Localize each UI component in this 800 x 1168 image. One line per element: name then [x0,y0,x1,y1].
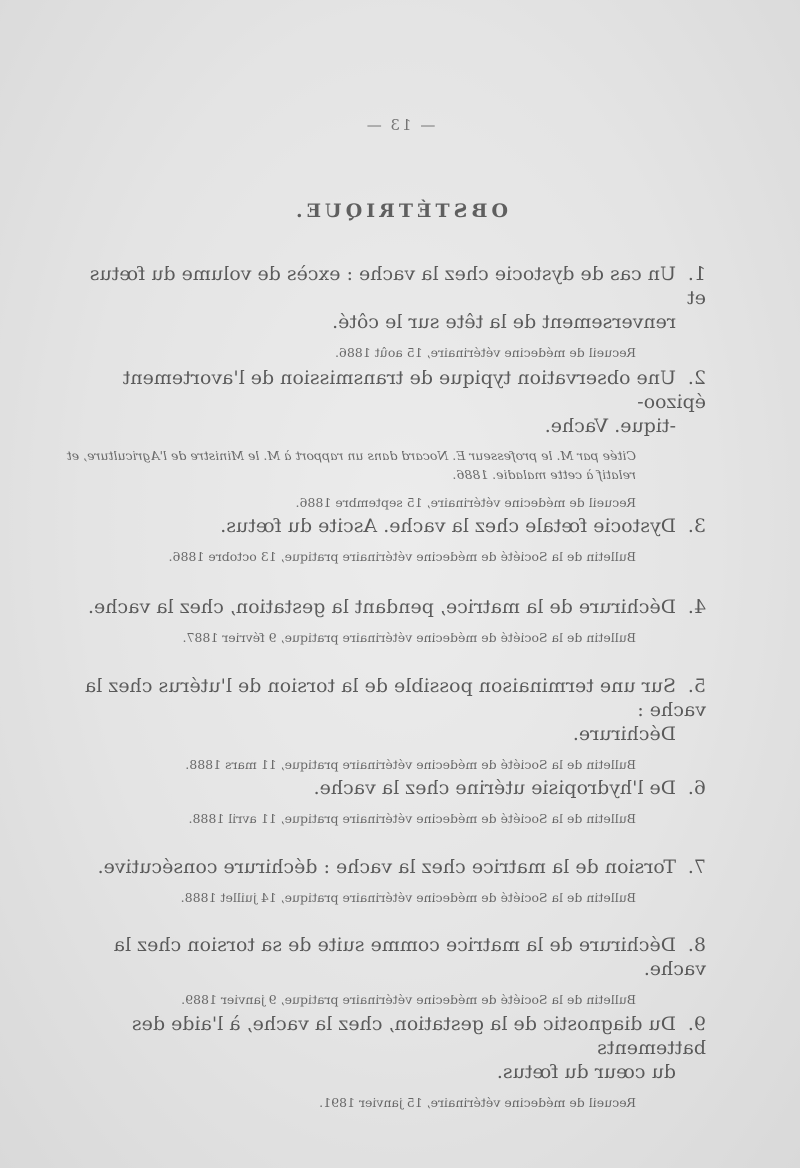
entry-source: Recueil de médecine vétérinaire, 15 août 1886. [334,345,636,360]
entry-title: Déchirure de la matrice, pendant la gestation, chez la vache. [87,596,676,618]
entry-5 [66,674,706,774]
entry-title: Torsion de la matrice chez la vache : déchirure consécutive. [97,856,676,878]
entry-source: Bulletin de la Société de médecine vétérinaire pratique, 14 juillet 1888. [180,890,636,905]
entry-title: Déchirure de la matrice comme suite de sa torsion chez la vache. [113,934,706,980]
entry-number: 1. [687,263,706,285]
entry-source: Bulletin de la Société de médecine vétérinaire pratique, 13 octobre 1886. [168,549,636,564]
entry-title-cont: renversement de la tête sur le côté. [332,311,676,333]
entry-3 [66,514,706,566]
entry-8 [66,933,706,1009]
entry-title-cont: du cœur du fœtus. [496,1061,676,1083]
entry-9 [66,1012,706,1112]
page-number: — 13 — [364,116,436,134]
entry-2 [66,366,706,512]
entry-title-cont: Déchirure. [572,723,676,745]
section-title: OBSTÉTRIQUE. [292,200,508,222]
entry-number: 4. [687,596,706,618]
entry-source: Bulletin de la Société de médecine vétérinaire pratique, 11 avril 1888. [188,811,636,826]
entry-number: 8. [687,934,706,956]
entry-title: Une observation typique de transmission de l'avortement épizoo- [122,367,706,413]
entry-number: 7. [687,856,706,878]
entry-number: 2. [687,367,706,389]
entry-title: Dystocie fœtale chez la vache. Ascite du fœtus. [220,515,676,537]
entry-number: 6. [687,777,706,799]
entry-number: 3. [687,515,706,537]
entry-6 [66,776,706,828]
entry-4 [66,595,706,647]
entry-number: 5. [687,675,706,697]
entry-source: Bulletin de la Société de médecine vétérinaire pratique, 11 mars 1888. [185,757,636,772]
entry-title-cont: -tique. Vache. [544,415,676,437]
entry-source: Recueil de médecine vétérinaire, 15 janvier 1891. [319,1095,636,1110]
entry-number: 9. [687,1013,706,1035]
entry-source: Recueil de médecine vétérinaire, 15 septembre 1886. [295,495,636,510]
entry-title: Un cas de dystocie chez la vache : excès de volume du fœtus et [89,263,706,309]
entry-1 [66,262,706,362]
entry-source: Bulletin de la Société de médecine vétérinaire pratique, 9 février 1887. [182,630,636,645]
entry-title: Sur une terminaison possible de la torsion de l'utérus chez la vache : [84,675,706,721]
entry-title: De l'hydropisie utérine chez la vache. [313,777,676,799]
entry-note: Citée par M. le professeur E. Nocard dans un rapport à M. le Ministre de l'Agriculture, et relatif à cette maladie. 1886. [66,448,636,482]
entry-source: Bulletin de la Société de médecine vétérinaire pratique, 9 janvier 1889. [181,992,636,1007]
entry-7 [66,855,706,907]
entry-title: Du diagnostic de la gestation, chez la vache, à l'aide des battements [131,1013,706,1059]
